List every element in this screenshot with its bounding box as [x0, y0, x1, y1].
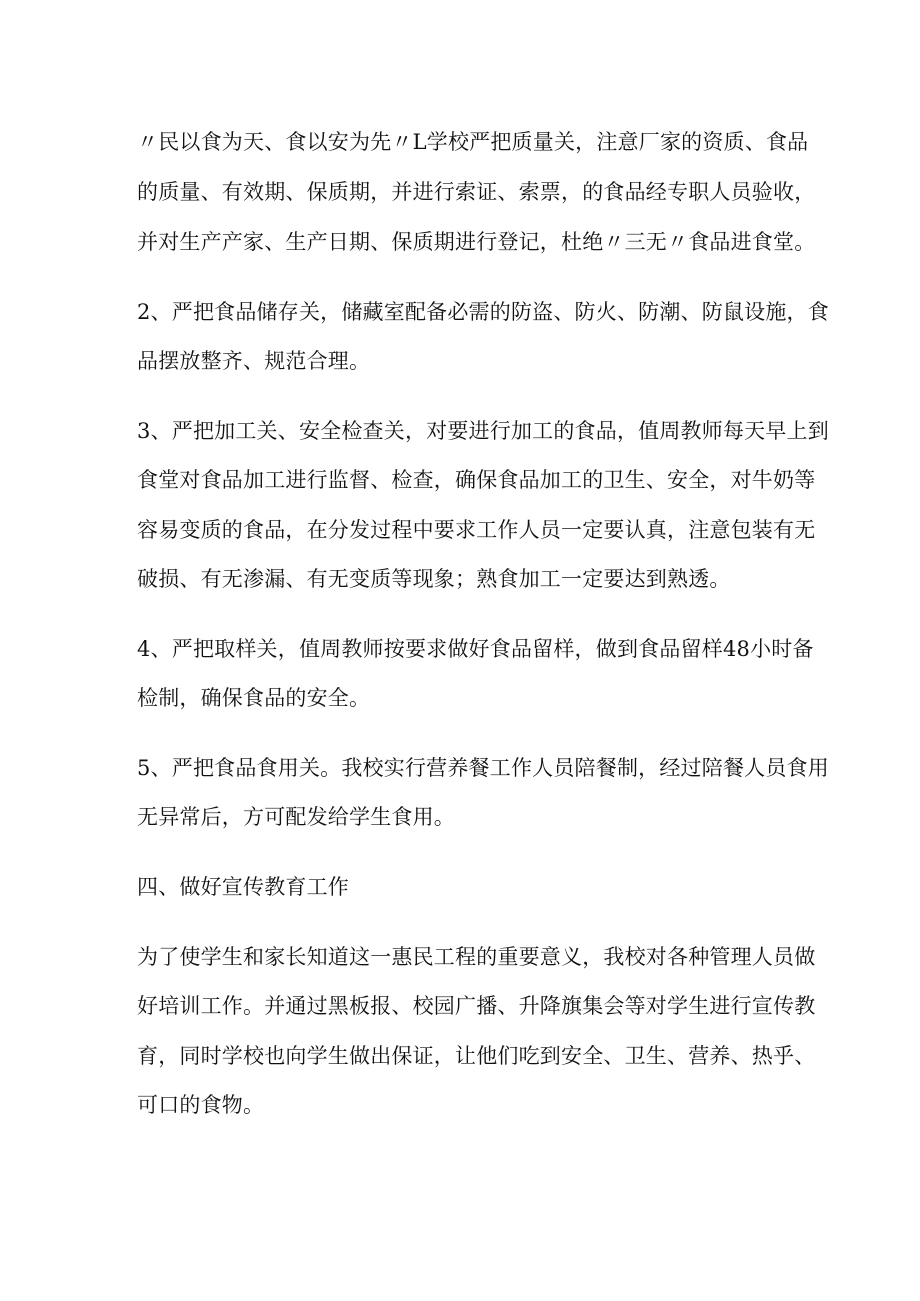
paragraph-line: 并对生产产家、生产日期、保质期进行登记，杜绝〃三无〃食品进食堂。: [137, 230, 816, 254]
section-heading: 四、做好宣传教育工作: [137, 875, 349, 899]
paragraph-line: 检制，确保食品的安全。: [137, 686, 371, 710]
paragraph-line: 为了使学生和家长知道这一惠民工程的重要意义，我校对各种管理人员做: [137, 945, 816, 969]
paragraph-line: 〃民以食为天、食以安为先〃L学校严把质量关，注意厂家的资质、食品: [137, 130, 809, 154]
paragraph-line: 好培训工作。并通过黑板报、校园广播、升降旗集会等对学生进行宣传教: [137, 994, 816, 1018]
paragraph-line: 食堂对食品加工进行监督、检查，确保食品加工的卫生、安全，对牛奶等: [137, 468, 816, 492]
paragraph-line: 2、严把食品储存关，储藏室配备必需的防盗、防火、防潮、防鼠设施，食: [137, 300, 829, 324]
paragraph-line: 容易变质的食品，在分发过程中要求工作人员一定要认真，注意包装有无: [137, 518, 816, 542]
paragraph-line: 3、严把加工关、安全检查关，对要进行加工的食品，值周教师每天早上到: [137, 419, 829, 443]
paragraph-line: 无异常后，方可配发给学生食用。: [137, 805, 455, 829]
paragraph-line: 育，同时学校也向学生做出保证，让他们吃到安全、卫生、营养、热乎、: [137, 1044, 816, 1068]
paragraph-line: 品摆放整齐、规范合理。: [137, 349, 371, 373]
paragraph-line: 4、严把取样关，值周教师按要求做好食品留样，做到食品留样48小时备: [137, 637, 814, 661]
paragraph-line: 可口的食物。: [137, 1093, 265, 1117]
paragraph-line: 5、严把食品食用关。我校实行营养餐工作人员陪餐制，经过陪餐人员食用: [137, 756, 829, 780]
paragraph-line: 的质量、有效期、保质期，并进行索证、索票，的食品经专职人员验收，: [137, 180, 816, 204]
paragraph-line: 破损、有无渗漏、有无变质等现象；熟食加工一定要达到熟透。: [137, 567, 731, 591]
